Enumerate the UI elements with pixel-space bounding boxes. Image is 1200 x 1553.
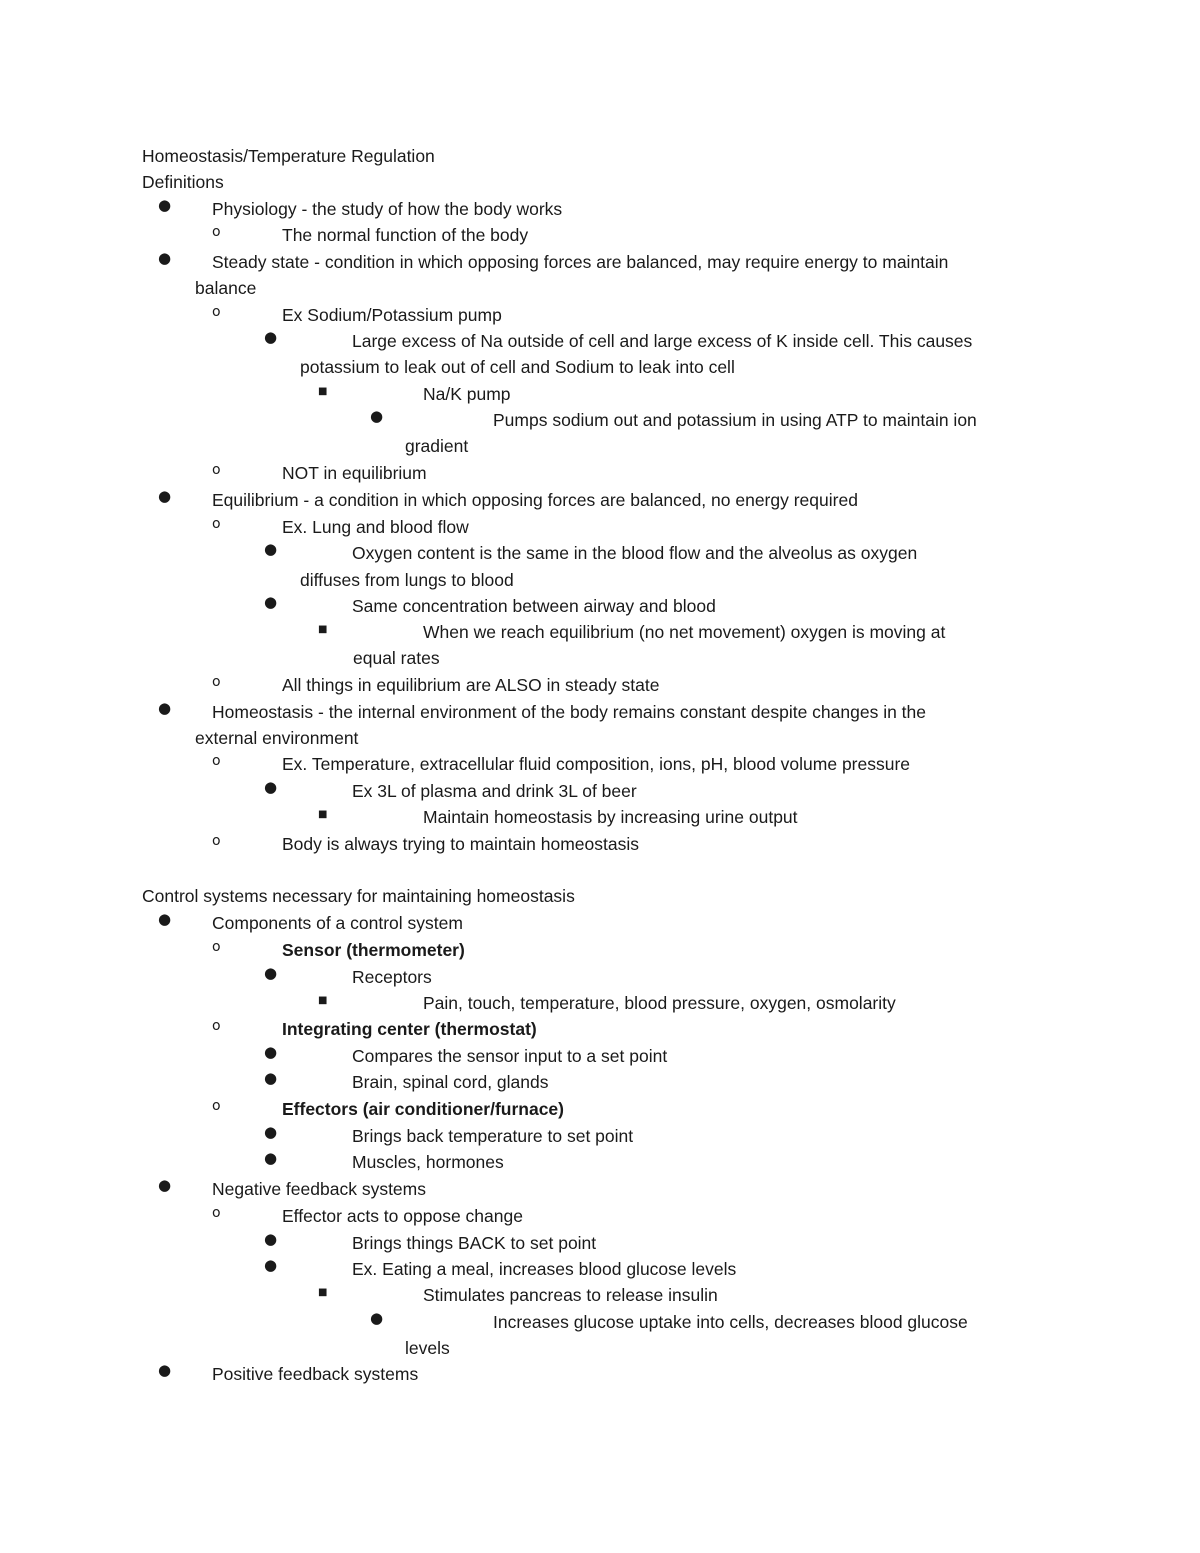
outline-item-continuation: potassium to leak out of cell and Sodium to leak into cell	[300, 357, 735, 377]
outline-item: Na/K pump	[423, 384, 511, 404]
outline-item: Negative feedback systems	[212, 1179, 426, 1199]
outline-item: Pain, touch, temperature, blood pressure, oxygen, osmolarity	[423, 993, 896, 1013]
outline-item: Equilibrium - a condition in which opposing forces are balanced, no energy required	[212, 490, 858, 510]
outline-item-continuation: equal rates	[353, 648, 440, 668]
bullet-circle-icon: o	[212, 674, 221, 690]
bullet-square-icon: ■	[318, 386, 328, 397]
bullet-disc-icon: ●	[264, 1043, 278, 1061]
bullet-circle-icon: o	[212, 1018, 221, 1034]
outline-item: Brings back temperature to set point	[352, 1126, 634, 1146]
bullet-circle-icon: o	[212, 516, 221, 532]
outline-item: Steady state - condition in which opposing forces are balanced, may require energy to maintain	[212, 252, 949, 272]
outline-item: Integrating center (thermostat)	[282, 1019, 537, 1039]
outline-item: Compares the sensor input to a set point	[352, 1046, 668, 1066]
bullet-disc-icon: ●	[264, 1230, 278, 1248]
outline-item: Effector acts to oppose change	[282, 1206, 523, 1226]
bullet-circle-icon: o	[212, 224, 221, 240]
bullet-square-icon: ■	[318, 809, 328, 820]
bullet-disc-icon: ●	[158, 910, 172, 928]
bullet-square-icon: ■	[318, 624, 328, 635]
outline-item: Pumps sodium out and potassium in using ATP to maintain ion	[493, 410, 977, 430]
outline-item: Brings things BACK to set point	[352, 1233, 597, 1253]
document-title: Homeostasis/Temperature Regulation	[142, 146, 435, 166]
bullet-circle-icon: o	[212, 833, 221, 849]
outline-item: Ex 3L of plasma and drink 3L of beer	[352, 781, 637, 801]
outline-item: Receptors	[352, 967, 432, 987]
outline-item: Same concentration between airway and blood	[352, 596, 716, 616]
bullet-disc-icon: ●	[158, 249, 172, 267]
bullet-disc-icon: ●	[264, 540, 278, 558]
bullet-disc-icon: ●	[158, 487, 172, 505]
outline-item: Oxygen content is the same in the blood flow and the alveolus as oxygen	[352, 543, 918, 563]
outline-item: Definitions	[142, 172, 224, 192]
outline-item: Positive feedback systems	[212, 1364, 419, 1384]
outline-item: Stimulates pancreas to release insulin	[423, 1285, 718, 1305]
outline-item: Maintain homeostasis by increasing urine output	[423, 807, 798, 827]
outline-item: When we reach equilibrium (no net movement) oxygen is moving at	[423, 622, 946, 642]
bullet-disc-icon: ●	[264, 1069, 278, 1087]
outline-item: Body is always trying to maintain homeostasis	[282, 834, 639, 854]
bullet-square-icon: ■	[318, 1287, 328, 1298]
outline-item-continuation: diffuses from lungs to blood	[300, 570, 514, 590]
bullet-circle-icon: o	[212, 462, 221, 478]
bullet-disc-icon: ●	[264, 1149, 278, 1167]
outline-item-continuation: gradient	[405, 436, 469, 456]
outline-item: Components of a control system	[212, 913, 463, 933]
outline-item: Muscles, hormones	[352, 1152, 504, 1172]
bullet-disc-icon: ●	[158, 1361, 172, 1379]
bullet-circle-icon: o	[212, 753, 221, 769]
outline-item: Brain, spinal cord, glands	[352, 1072, 549, 1092]
bullet-disc-icon: ●	[370, 1309, 384, 1327]
outline-item: The normal function of the body	[282, 225, 529, 245]
bullet-disc-icon: ●	[264, 964, 278, 982]
outline-item: Effectors (air conditioner/furnace)	[282, 1099, 564, 1119]
bullet-circle-icon: o	[212, 1205, 221, 1221]
outline-item: Ex Sodium/Potassium pump	[282, 305, 502, 325]
outline-item: Sensor (thermometer)	[282, 940, 465, 960]
outline-item-continuation: balance	[195, 278, 257, 298]
bullet-circle-icon: o	[212, 1098, 221, 1114]
outline-item: All things in equilibrium are ALSO in steady state	[282, 675, 660, 695]
outline-item: Ex. Eating a meal, increases blood glucose levels	[352, 1259, 737, 1279]
bullet-disc-icon: ●	[264, 328, 278, 346]
outline-item-continuation: external environment	[195, 728, 359, 748]
bullet-disc-icon: ●	[264, 1123, 278, 1141]
bullet-square-icon: ■	[318, 995, 328, 1006]
outline-item: Increases glucose uptake into cells, decreases blood glucose	[493, 1312, 968, 1332]
outline-item: Physiology - the study of how the body works	[212, 199, 563, 219]
outline-item: NOT in equilibrium	[282, 463, 427, 483]
bullet-disc-icon: ●	[264, 593, 278, 611]
bullet-circle-icon: o	[212, 939, 221, 955]
outline-item: Ex. Temperature, extracellular fluid composition, ions, pH, blood volume pressure	[282, 754, 911, 774]
outline-item: Large excess of Na outside of cell and large excess of K inside cell. This causes	[352, 331, 973, 351]
bullet-disc-icon: ●	[158, 1176, 172, 1194]
outline-item-continuation: levels	[405, 1338, 450, 1358]
outline-item: Control systems necessary for maintaining homeostasis	[142, 886, 575, 906]
bullet-disc-icon: ●	[264, 1256, 278, 1274]
bullet-disc-icon: ●	[158, 196, 172, 214]
bullet-disc-icon: ●	[370, 407, 384, 425]
bullet-disc-icon: ●	[158, 699, 172, 717]
bullet-circle-icon: o	[212, 304, 221, 320]
bullet-disc-icon: ●	[264, 778, 278, 796]
outline-item: Ex. Lung and blood flow	[282, 517, 469, 537]
outline-item: Homeostasis - the internal environment of the body remains constant despite changes in the	[212, 702, 927, 722]
